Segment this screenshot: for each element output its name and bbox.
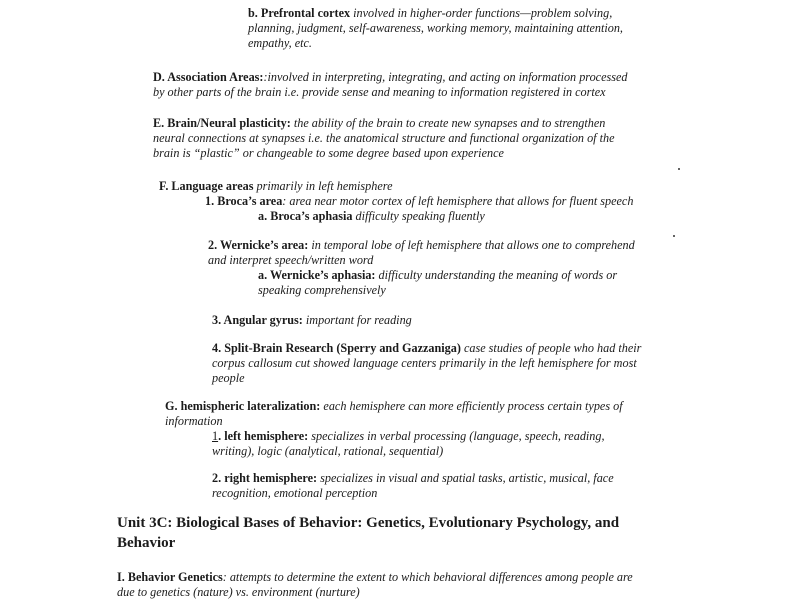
association-label: D. Association Areas: [153,70,264,84]
angular-label: 3. Angular gyrus: [212,313,303,327]
left-hemisphere-item: 1. left hemisphere: specializes in verbal processing (language, speech, reading, writing), logic (analytical, rational, sequential) [212,429,605,459]
wernicke-label: 2. Wernicke’s area: [208,238,309,252]
broca-area-item: 1. Broca’s area: area near motor cortex of left hemisphere that allows for fluent speech [205,194,634,208]
unit-heading: Unit 3C: Biological Bases of Behavior: Genetics, Evolutionary Psychology, and Behavior [117,515,620,551]
right-hemisphere-item: 2. right hemisphere: specializes in visual and spatial tasks, artistic, musical, face recognition, emotional perception [212,471,614,501]
prefrontal-text-1: involved in higher-order functions—problem solving, [353,6,613,20]
left-hemisphere-number: 1 [212,429,219,443]
language-areas-heading: F. Language areas primarily in left hemisphere [159,179,393,193]
scan-speck [678,168,680,170]
plasticity-item [153,116,615,162]
plasticity-line-1: E. Brain/Neural plasticity: the ability of the brain to create new synapses and to strengthen [153,116,606,130]
prefrontal-line-1 [248,6,623,21]
plasticity-line-2: neural connections at synapses i.e. the anatomical structure and functional organization of the [153,131,615,146]
split-brain-item: 4. Split-Brain Research (Sperry and Gazzaniga) case studies of people who had their corpus callosum cut showed language centers primarily in the left hemisphere for most people [212,341,642,386]
prefrontal-cortex-item [248,6,623,52]
angular-gyrus-item: 3. Angular gyrus: important for reading [212,313,412,327]
wernicke-area-item: 2. Wernicke’s area: in temporal lobe of left hemisphere that allows one to comprehend and interpret speech/written word [208,238,635,268]
lateralization-item: G. hemispheric lateralization: each hemisphere can more efficiently process certain types of information [165,399,623,429]
right-hemisphere-label: 2. right hemisphere: [212,471,318,485]
behavior-genetics-label: I. Behavior Genetics [117,570,223,584]
language-label: F. Language areas [159,179,254,193]
left-hemisphere-label: . left hemisphere: [218,429,309,443]
prefrontal-line-3: empathy, etc. [248,36,312,51]
scan-speck [673,235,675,237]
broca-label: 1. Broca’s area [205,194,283,208]
broca-aphasia-label: a. Broca’s aphasia [258,209,353,223]
wernicke-aphasia-item: a. Wernicke’s aphasia: difficulty understanding the meaning of words or speaking comprehensively [258,268,618,298]
prefrontal-line-2: planning, judgment, self-awareness, working memory, maintaining attention, [248,21,623,36]
broca-aphasia-item: a. Broca’s aphasia difficulty speaking fluently [258,209,485,223]
prefrontal-label: b. Prefrontal cortex [248,6,351,20]
association-line-2: by other parts of the brain i.e. provide sense and meaning to information registered in cortex [153,85,606,100]
behavior-genetics-item: I. Behavior Genetics: attempts to determine the extent to which behavioral differences among people are due to genetics (nature) vs. environment (nurture) [117,570,633,600]
plasticity-label: E. Brain/Neural plasticity: [153,116,291,130]
association-line-1: D. Association Areas::involved in interpreting, integrating, and acting on information processed [153,70,628,84]
wernicke-aphasia-label: a. Wernicke’s aphasia: [258,268,376,282]
association-areas-item [153,70,627,100]
split-brain-label: 4. Split-Brain Research (Sperry and Gazzaniga) [212,341,461,355]
lateralization-label: G. hemispheric lateralization: [165,399,321,413]
plasticity-line-3: brain is “plastic” or changeable to some degree based upon experience [153,146,504,161]
